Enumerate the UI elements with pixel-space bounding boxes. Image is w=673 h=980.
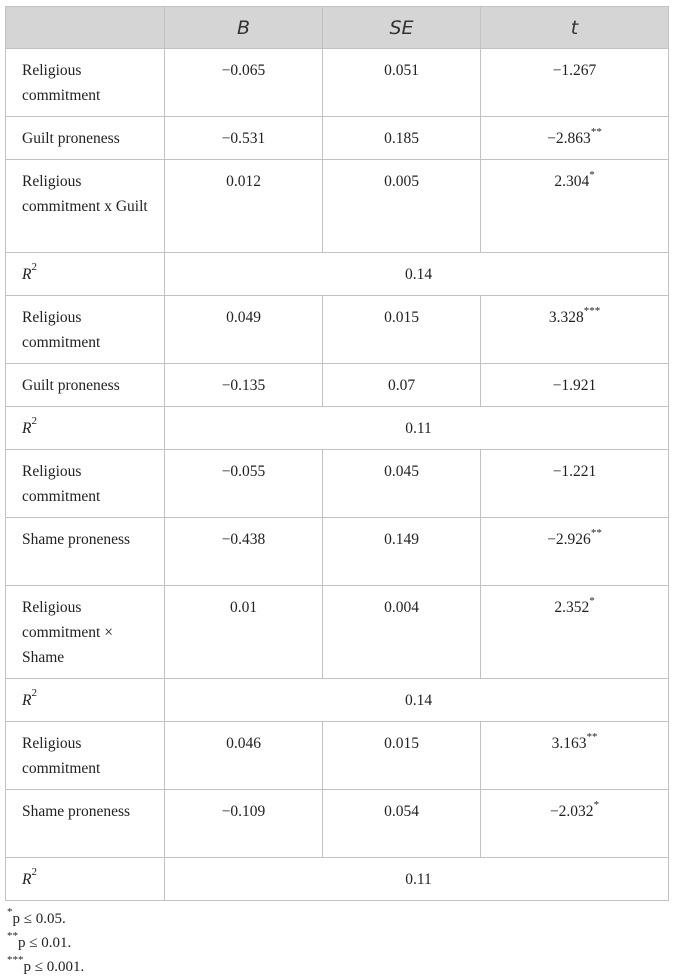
se-value: 0.07 [323, 364, 481, 407]
significance-mark: ** [590, 125, 602, 138]
predictor-label: Guilt proneness [6, 364, 165, 407]
predictor-label: Guilt proneness [6, 117, 165, 160]
predictor-label: Religious commitment [6, 722, 165, 790]
se-value: 0.185 [323, 117, 481, 160]
predictor-label: Shame proneness [6, 790, 165, 858]
header-b: B [165, 7, 323, 49]
table-row [6, 586, 669, 679]
table-header [6, 7, 669, 49]
significance-mark: ** [590, 526, 602, 539]
predictor-label: Religious commitment × Shame [6, 586, 165, 679]
r-squared-label: $R^2$ [6, 253, 165, 296]
r-squared-row [6, 253, 669, 296]
t-value: −2.926** [481, 518, 669, 586]
b-value: 0.046 [165, 722, 323, 790]
r-squared-label: $R^2$ [6, 679, 165, 722]
b-value: −0.109 [165, 790, 323, 858]
regression-table [5, 6, 669, 901]
se-value: 0.005 [323, 160, 481, 253]
r-squared-value: 0.14 [165, 679, 669, 722]
se-value: 0.045 [323, 450, 481, 518]
t-value: −2.032* [481, 790, 669, 858]
b-value: 0.049 [165, 296, 323, 364]
significance-mark: * [589, 594, 595, 607]
se-value: 0.015 [323, 296, 481, 364]
t-value: −2.863** [481, 117, 669, 160]
t-value: 2.304* [481, 160, 669, 253]
predictor-label: Religious commitment [6, 49, 165, 117]
footnotes [5, 907, 668, 979]
r-squared-row [6, 679, 669, 722]
r-squared-value: 0.11 [165, 858, 669, 901]
significance-mark: *** [583, 304, 601, 317]
table-row [6, 296, 669, 364]
se-value: 0.054 [323, 790, 481, 858]
t-value: −1.921 [481, 364, 669, 407]
se-value: 0.051 [323, 49, 481, 117]
footnote: ***p ≤ 0.001. [7, 954, 85, 975]
b-value: −0.135 [165, 364, 323, 407]
table-row [6, 790, 669, 858]
table-row [6, 117, 669, 160]
t-value: −1.267 [481, 49, 669, 117]
table-row [6, 49, 669, 117]
predictor-label: Shame proneness [6, 518, 165, 586]
footnote: *p ≤ 0.05. [7, 906, 66, 927]
r-squared-row [6, 858, 669, 901]
header-row [6, 7, 669, 49]
r-squared-label: $R^2$ [6, 858, 165, 901]
table-row [6, 722, 669, 790]
header-se: SE [323, 7, 481, 49]
t-value: 3.328*** [481, 296, 669, 364]
b-value: 0.012 [165, 160, 323, 253]
r-squared-value: 0.11 [165, 407, 669, 450]
table-body [6, 49, 669, 901]
significance-mark: ** [586, 730, 598, 743]
header-t: t [481, 7, 669, 49]
t-value: 3.163** [481, 722, 669, 790]
significance-mark: * [593, 798, 600, 811]
se-value: 0.015 [323, 722, 481, 790]
r-squared-value: 0.14 [165, 253, 669, 296]
predictor-label: Religious commitment [6, 450, 165, 518]
t-value: 2.352* [481, 586, 669, 679]
b-value: −0.055 [165, 450, 323, 518]
t-value: −1.221 [481, 450, 669, 518]
footnote: **p ≤ 0.01. [7, 930, 72, 951]
regression-table-container [5, 6, 668, 979]
b-value: −0.438 [165, 518, 323, 586]
r-squared-label: $R^2$ [6, 407, 165, 450]
predictor-label: Religious commitment x Guilt [6, 160, 165, 253]
table-row [6, 450, 669, 518]
significance-mark: * [589, 168, 595, 181]
se-value: 0.149 [323, 518, 481, 586]
table-row [6, 364, 669, 407]
r-squared-row [6, 407, 669, 450]
b-value: −0.065 [165, 49, 323, 117]
b-value: 0.01 [165, 586, 323, 679]
b-value: −0.531 [165, 117, 323, 160]
table-row [6, 160, 669, 253]
table-row [6, 518, 669, 586]
predictor-label: Religious commitment [6, 296, 165, 364]
header-predictor [6, 7, 165, 49]
se-value: 0.004 [323, 586, 481, 679]
